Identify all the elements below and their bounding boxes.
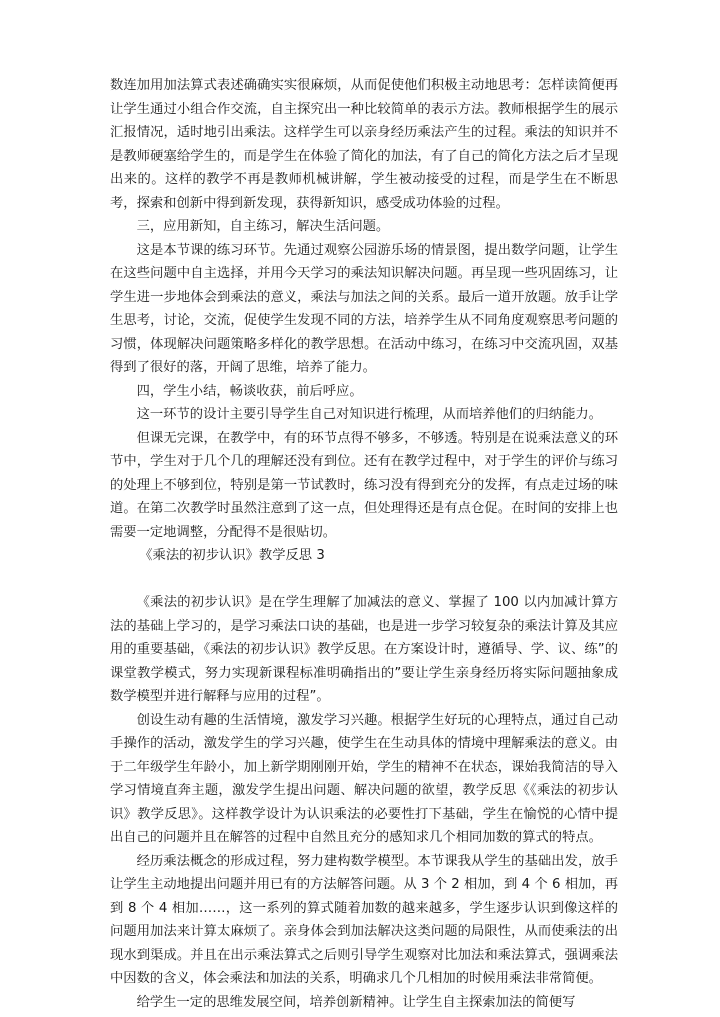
paragraph-continuation: 数连加用加法算式表述确确实实很麻烦，从而促使他们积极主动地思考：怎样读简便再让学生通过小组合作交流，自主探究出一种比较简单的表示方法。教师根据学生的展示汇报情况，适时地引出乘法。这样学生可以亲身经历乘法产生的过程。乘法的知识并不是教师硬塞给学生的，而是学生在体验了简化的加法，有了自己的简化方法之后才呈现出来的。这样的教学不再是教师机械讲解，学生被动接受的过程，而是学生在不断思考，探索和创新中得到新发现，获得新知识，感受成功体验的过程。 xyxy=(110,78,618,211)
document-page xyxy=(110,74,618,1014)
paragraph-situation: 创设生动有趣的生活情境，激发学习兴趣。根据学生好玩的心理特点，通过自己动手操作的活动，激发学生的学习兴趣，使学生在生动具体的情境中理解乘法的意义。由于二年级学生年龄小，加上新学期刚刚开始，学生的精神不在状态，课始我简洁的导入学习情境直奔主题，激发学生提出问题、解决问题的欲望，教学反思《《乘法的初步认识》教学反思》。这样教学设计为认识乘法的必要性打下基础，学生在愉悦的心情中提出自己的问题并且在解答的过程中自然且充分的感知求几个相同加数的算式的特点。 xyxy=(110,712,618,845)
section-heading-four: 四，学生小结，畅谈收获，前后呼应。 xyxy=(136,383,363,399)
paragraph-concept: 经历乘法概念的形成过程，努力建构数学模型。本节课我从学生的基础出发，放手让学生主动地提出问题并用已有的方法解答问题。从 3 个 2 相加，到 4 个 6 相加，再到 8 个 4 相加……，这一系列的算式随着加数的越来越多，学生逐步认识到像这样的问题用加法来计算太麻烦了。亲身体会到加法解决这类问题的局限性，从而使乘法的出现水到渠成。并且在出示乘法算式之后则引导学生观察对比加法和乘法算式，强调乘法中因数的含义，体会乘法和加法的关系，明确求几个几相加的时候用乘法非常简便。 xyxy=(110,853,618,986)
paragraph-innovation: 给学生一定的思维发展空间，培养创新精神。让学生自主探索加法的简便写 xyxy=(136,994,576,1010)
section-heading-three: 三，应用新知，自主练习，解决生活问题。 xyxy=(136,219,390,234)
paragraph-reflection: 但课无完课，在教学中，有的环节点得不够多，不够透。特别是在说乘法意义的环节中，学生对于几个几的理解还没有到位。还有在教学过程中，对于学生的评价与练习的处理上不够到位，特别是第一节试教时，练习没有得到充分的发挥，有点走过场的味道。在第二次教学时虽然注意到了这一点，但处理得还是有点仓促。在时间的安排上也需要一定地调整，分配得不是很贴切。 xyxy=(110,430,618,540)
paragraph-practice: 这是本节课的练习环节。先通过观察公园游乐场的情景图，提出数学问题，让学生在这些问题中自主选择，并用今天学习的乘法知识解决问题。再呈现一些巩固练习，让学生进一步地体会到乘法的意义，乘法与加法之间的关系。最后一道开放题。放手让学生思考，讨论，交流，促使学生发现不同的方法，培养学生从不同角度观察思考问题的习惯，体现解决问题策略多样化的教学思想。在活动中练习，在练习中交流巩固，双基得到了很好的落，开阔了思维，培养了能力。 xyxy=(110,242,618,375)
blank-line xyxy=(110,568,618,592)
paragraph-summary: 这一环节的设计主要引导学生自己对知识进行梳理，从而培养他们的归纳能力。 xyxy=(136,407,602,422)
section-title: 《乘法的初步认识》教学反思 3 xyxy=(139,548,325,563)
paragraph-intro: 《乘法的初步认识》是在学生理解了加减法的意义、掌握了 100 以内加减计算方法的基础上学习的，是学习乘法口诀的基础，也是进一步学习较复杂的乘法计算及其应用的重要基础，《乘法的初步认识》教学反思。在方案设计时，遵循导、学、议、练”的课堂教学模式，努力实现新课程标准明确指出的”要让学生亲身经历将实际问题抽象成数学模型并进行解释与应用的过程”。 xyxy=(110,595,618,704)
